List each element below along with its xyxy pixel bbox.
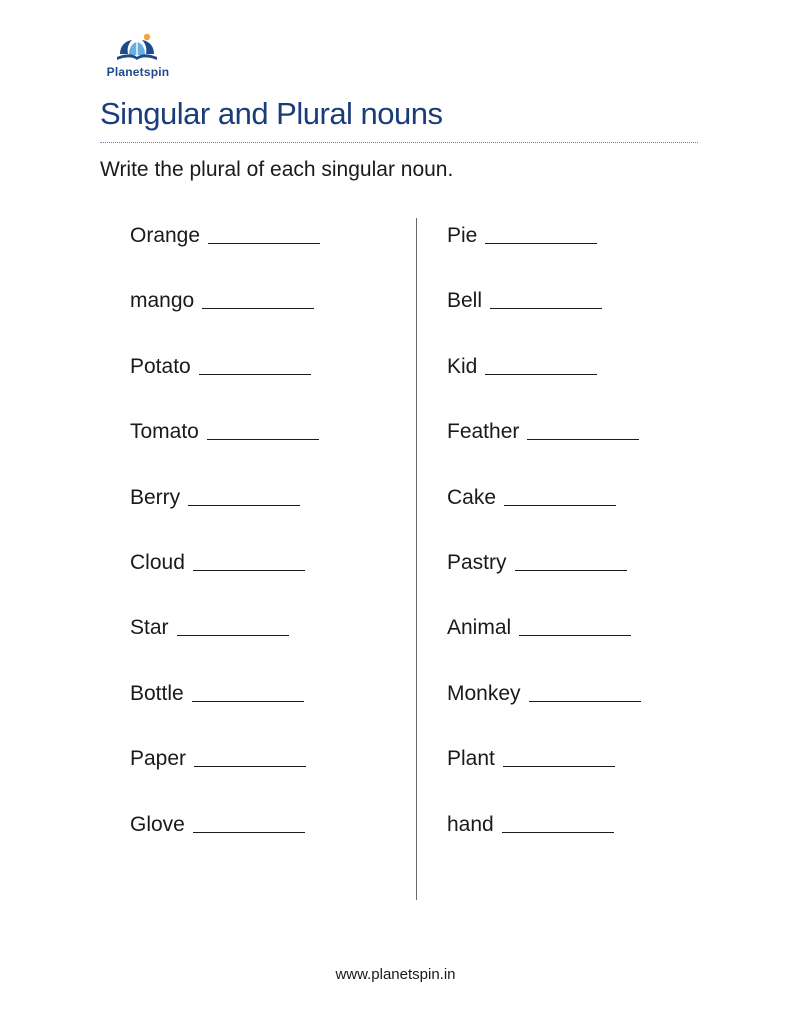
list-item (130, 548, 320, 613)
left-word-column (130, 221, 320, 875)
singular-noun: Animal (447, 616, 512, 640)
singular-noun: mango (130, 289, 195, 313)
answer-blank[interactable] (199, 352, 311, 375)
answer-blank[interactable] (529, 679, 641, 702)
answer-blank[interactable] (202, 286, 314, 309)
list-item (447, 744, 641, 809)
answer-blank[interactable] (485, 221, 597, 244)
answer-blank[interactable] (192, 679, 304, 702)
title-underline (100, 142, 698, 143)
book-planet-icon (114, 32, 160, 64)
answer-blank[interactable] (485, 352, 597, 375)
singular-noun: Paper (130, 747, 187, 771)
answer-blank[interactable] (208, 221, 320, 244)
page-title: Singular and Plural nouns (100, 96, 443, 131)
answer-blank[interactable] (504, 483, 616, 506)
singular-noun: Feather (447, 420, 520, 444)
answer-blank[interactable] (194, 744, 306, 767)
list-item (447, 810, 641, 875)
instructions: Write the plural of each singular noun. (100, 158, 454, 181)
footer-url: www.planetspin.in (335, 966, 456, 983)
list-item (130, 221, 320, 286)
list-item (447, 483, 641, 548)
column-divider (416, 218, 417, 900)
answer-blank[interactable] (207, 417, 319, 440)
singular-noun: Bottle (130, 681, 184, 705)
list-item (447, 613, 641, 678)
answer-blank[interactable] (503, 744, 615, 767)
answer-blank[interactable] (177, 613, 289, 636)
answer-blank[interactable] (193, 810, 305, 833)
list-item (447, 286, 641, 351)
answer-blank[interactable] (490, 286, 602, 309)
list-item (130, 744, 320, 809)
answer-blank[interactable] (188, 483, 300, 506)
list-item (130, 810, 320, 875)
list-item (447, 679, 641, 744)
planetspin-logo (100, 32, 176, 82)
singular-noun: Orange (130, 224, 201, 247)
list-item (447, 417, 641, 482)
list-item (130, 352, 320, 417)
singular-noun: Monkey (447, 681, 521, 705)
singular-noun: Potato (130, 354, 191, 378)
singular-noun: Plant (447, 747, 495, 771)
singular-noun: hand (447, 812, 494, 836)
list-item (130, 679, 320, 744)
singular-noun: Bell (447, 289, 483, 313)
list-item (130, 483, 320, 548)
singular-noun: Berry (130, 485, 181, 509)
singular-noun: Cloud (130, 550, 185, 574)
logo-text: Planetspin (106, 65, 170, 79)
answer-blank[interactable] (502, 810, 614, 833)
singular-noun: Star (130, 616, 169, 640)
right-word-column (447, 221, 641, 875)
singular-noun: Pastry (447, 550, 507, 574)
list-item (447, 548, 641, 613)
list-item (447, 221, 641, 286)
singular-noun: Kid (447, 354, 478, 378)
answer-blank[interactable] (515, 548, 627, 571)
singular-noun: Pie (447, 224, 478, 247)
list-item (130, 286, 320, 351)
list-item (130, 613, 320, 678)
answer-blank[interactable] (193, 548, 305, 571)
singular-noun: Tomato (130, 420, 199, 444)
answer-blank[interactable] (527, 417, 639, 440)
singular-noun: Cake (447, 485, 497, 509)
list-item (447, 352, 641, 417)
singular-noun: Glove (130, 812, 185, 836)
answer-blank[interactable] (519, 613, 631, 636)
list-item (130, 417, 320, 482)
